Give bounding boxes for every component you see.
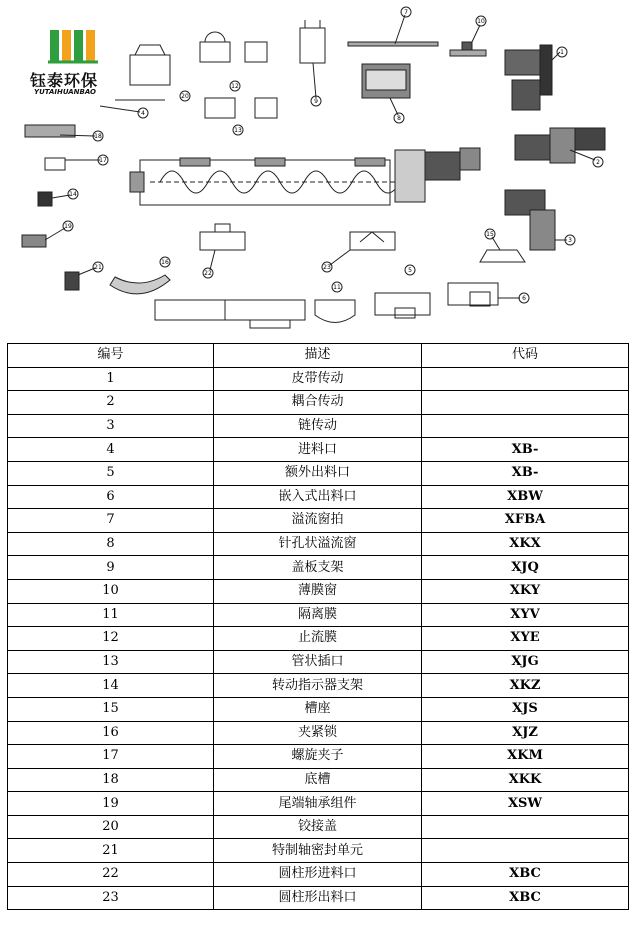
table-header-row xyxy=(8,344,629,368)
row-code xyxy=(422,414,629,438)
row-code: XFBA xyxy=(422,509,629,533)
row-number: 17 xyxy=(8,745,214,769)
row-code xyxy=(422,839,629,863)
row-description: 特制轴密封单元 xyxy=(214,839,422,863)
row-code: XKM xyxy=(422,745,629,769)
row-code: XBC xyxy=(422,863,629,887)
table-row xyxy=(8,839,629,863)
row-code: XJS xyxy=(422,697,629,721)
row-description: 额外出料口 xyxy=(214,461,422,485)
callout-number: 8 xyxy=(397,115,401,122)
table-row xyxy=(8,579,629,603)
row-number: 7 xyxy=(8,509,214,533)
row-number: 12 xyxy=(8,627,214,651)
table-row xyxy=(8,414,629,438)
row-number: 20 xyxy=(8,815,214,839)
table-row xyxy=(8,886,629,910)
row-number: 19 xyxy=(8,792,214,816)
chain-drive-drawing xyxy=(505,190,575,250)
row-description: 尾端轴承组件 xyxy=(214,792,422,816)
table-row xyxy=(8,438,629,462)
row-number: 15 xyxy=(8,697,214,721)
row-number: 14 xyxy=(8,674,214,698)
row-description: 底槽 xyxy=(214,768,422,792)
table-row xyxy=(8,674,629,698)
callout-number: 6 xyxy=(522,295,526,302)
row-code: XKK xyxy=(422,768,629,792)
callout-number: 5 xyxy=(408,267,412,274)
row-code: XBC xyxy=(422,886,629,910)
row-description: 槽座 xyxy=(214,697,422,721)
row-code xyxy=(422,367,629,391)
callout-number: 12 xyxy=(231,83,239,90)
table-row xyxy=(8,815,629,839)
callout-number: 11 xyxy=(333,284,341,291)
belt-drive-drawing xyxy=(505,45,567,110)
row-description: 溢流窗拍 xyxy=(214,509,422,533)
row-description: 转动指示器支架 xyxy=(214,674,422,698)
row-description: 隔离膜 xyxy=(214,603,422,627)
row-number: 21 xyxy=(8,839,214,863)
leaf-logo-icon xyxy=(48,30,98,62)
table-row xyxy=(8,391,629,415)
brand-name: 钰泰环保 xyxy=(30,71,99,90)
row-code xyxy=(422,815,629,839)
table-row xyxy=(8,532,629,556)
row-number: 5 xyxy=(8,461,214,485)
callout-number: 13 xyxy=(234,127,242,134)
row-description: 铰接盖 xyxy=(214,815,422,839)
callout-number: 22 xyxy=(204,270,212,277)
row-description: 圆柱形进料口 xyxy=(214,863,422,887)
callout-number: 3 xyxy=(568,237,572,244)
table-row xyxy=(8,556,629,580)
row-description: 螺旋夹子 xyxy=(214,745,422,769)
table-row xyxy=(8,509,629,533)
row-description: 夹紧锁 xyxy=(214,721,422,745)
row-description: 皮带传动 xyxy=(214,367,422,391)
header-code: 代码 xyxy=(422,344,629,368)
row-description: 盖板支架 xyxy=(214,556,422,580)
callout-number: 15 xyxy=(486,231,494,238)
callout-number: 10 xyxy=(477,18,485,25)
row-code: XSW xyxy=(422,792,629,816)
table-row xyxy=(8,792,629,816)
row-number: 13 xyxy=(8,650,214,674)
table-row xyxy=(8,461,629,485)
row-number: 4 xyxy=(8,438,214,462)
callout-number: 19 xyxy=(64,223,72,230)
row-number: 1 xyxy=(8,367,214,391)
row-code: XJZ xyxy=(422,721,629,745)
row-number: 10 xyxy=(8,579,214,603)
callout-number: 18 xyxy=(94,133,102,140)
table-row xyxy=(8,650,629,674)
conveyor-trough xyxy=(130,148,480,205)
row-number: 16 xyxy=(8,721,214,745)
row-code: XKX xyxy=(422,532,629,556)
table-row xyxy=(8,485,629,509)
table-row xyxy=(8,603,629,627)
row-code xyxy=(422,391,629,415)
row-description: 管状插口 xyxy=(214,650,422,674)
callout-number: 14 xyxy=(69,191,77,198)
callout-number: 20 xyxy=(181,93,189,100)
table-row xyxy=(8,367,629,391)
row-code: XJQ xyxy=(422,556,629,580)
row-description: 针孔状溢流窗 xyxy=(214,532,422,556)
row-number: 18 xyxy=(8,768,214,792)
table-row xyxy=(8,697,629,721)
row-number: 3 xyxy=(8,414,214,438)
row-description: 薄膜窗 xyxy=(214,579,422,603)
callout-number: 17 xyxy=(99,157,107,164)
row-code: XJG xyxy=(422,650,629,674)
callout-number: 1 xyxy=(560,49,564,56)
table-row xyxy=(8,721,629,745)
callout-number: 9 xyxy=(314,98,318,105)
callout-number: 16 xyxy=(161,259,169,266)
row-code: XKY xyxy=(422,579,629,603)
row-code: XKZ xyxy=(422,674,629,698)
brand-logo xyxy=(30,22,140,72)
row-description: 圆柱形出料口 xyxy=(214,886,422,910)
row-description: 嵌入式出料口 xyxy=(214,485,422,509)
table-row xyxy=(8,768,629,792)
row-description: 止流膜 xyxy=(214,627,422,651)
table-row xyxy=(8,745,629,769)
row-description: 进料口 xyxy=(214,438,422,462)
callout-number: 23 xyxy=(323,264,331,271)
row-number: 6 xyxy=(8,485,214,509)
row-number: 8 xyxy=(8,532,214,556)
callout-number: 4 xyxy=(141,110,145,117)
header-number: 编号 xyxy=(8,344,214,368)
table-row xyxy=(8,863,629,887)
row-description: 链传动 xyxy=(214,414,422,438)
row-code: XYE xyxy=(422,627,629,651)
row-number: 9 xyxy=(8,556,214,580)
row-number: 23 xyxy=(8,886,214,910)
header-description: 描述 xyxy=(214,344,422,368)
callout-number: 7 xyxy=(404,9,408,16)
row-number: 11 xyxy=(8,603,214,627)
brand-subtitle: YUTAIHUANBAO xyxy=(34,88,96,96)
table-row xyxy=(8,627,629,651)
row-code: XB- xyxy=(422,438,629,462)
row-code: XB- xyxy=(422,461,629,485)
row-description: 耦合传动 xyxy=(214,391,422,415)
coupling-drive-drawing xyxy=(515,128,605,167)
row-number: 2 xyxy=(8,391,214,415)
row-number: 22 xyxy=(8,863,214,887)
accessory-table xyxy=(7,343,629,910)
row-code: XYV xyxy=(422,603,629,627)
callout-number: 21 xyxy=(94,264,102,271)
callout-number: 2 xyxy=(596,159,600,166)
row-code: XBW xyxy=(422,485,629,509)
